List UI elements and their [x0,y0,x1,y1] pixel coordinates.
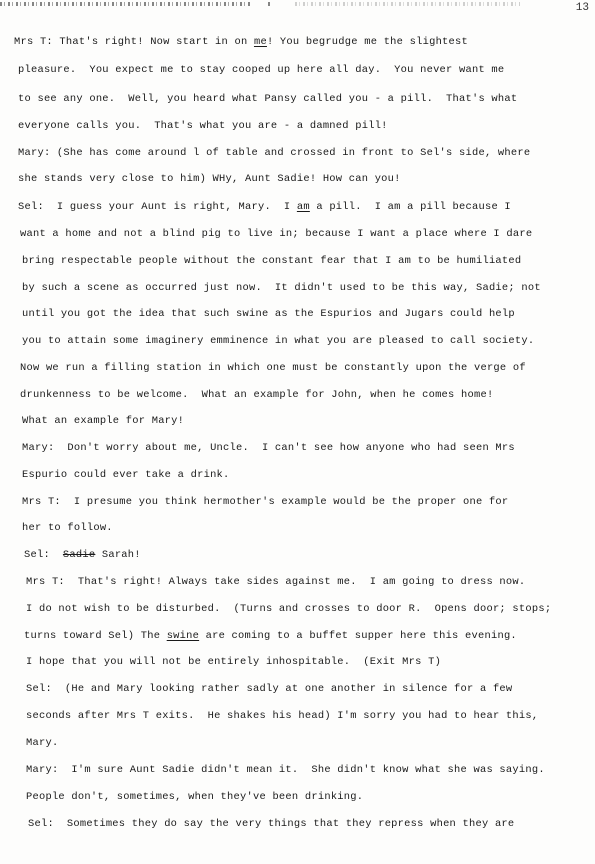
script-line [26,682,595,696]
underlined-text: am [296,201,310,213]
line-text: What an example for Mary! [22,415,185,427]
script-line [26,655,595,669]
line-text: to see any one. Well, you heard what Pansy called you - a pill. That's what [18,93,518,105]
line-text: want a home and not a blind pig to live in; because I want a place where I dare [20,228,533,240]
line-text: People don't, sometimes, when they've been drinking. [26,791,364,803]
line-text: Sel: Sometimes they do say the very things that they repress when they are [28,818,515,830]
scan-noise-speck [268,2,272,6]
line-text: her to follow. [22,522,113,534]
script-line [14,35,595,49]
scan-noise-strip-right [295,2,520,6]
script-line [22,521,595,535]
line-text: Mary: (She has come around l of table and crossed in front to Sel's side, where [18,147,531,159]
page-number: 13 [575,2,589,14]
line-text: until you got the idea that such swine as the Espurios and Jugars could help [22,308,515,320]
script-line [28,817,595,831]
scan-noise-strip-left [0,2,250,6]
line-text: seconds after Mrs T exits. He shakes his head) I'm sorry you had to hear this, [26,710,539,722]
script-line [24,548,595,562]
script-line [22,441,595,455]
script-line [20,361,595,375]
line-text: ! You begrudge me the slightest [266,36,469,48]
underlined-text: swine [166,630,200,642]
script-line [22,281,595,295]
line-text: Espurio could ever take a drink. [22,469,230,481]
script-line [20,388,595,402]
line-text: a pill. I am a pill because I [309,201,511,213]
underlined-text: me [253,36,267,48]
line-text: she stands very close to him) WHy, Aunt Sadie! How can you! [18,173,401,185]
script-line [22,307,595,321]
script-line [22,414,595,428]
script-line [18,172,595,186]
line-text: Mary. [26,737,59,749]
line-text: Sarah! [95,549,141,561]
struck-text: Sadie [62,549,96,561]
line-text: are coming to a buffet supper here this evening. [199,630,517,642]
line-text: drunkenness to be welcome. What an example for John, when he comes home! [20,389,494,401]
script-line [26,736,595,750]
line-text: Mrs T: I presume you think hermother's example would be the proper one for [22,496,509,508]
line-text: I hope that you will not be entirely inhospitable. (Exit Mrs T) [26,656,442,668]
script-line [18,63,595,77]
script-line [26,575,595,589]
line-text: you to attain some imaginery emminence in what you are pleased to call society. [22,335,535,347]
script-line [20,227,595,241]
line-text: Mary: Don't worry about me, Uncle. I can't see how anyone who had seen Mrs [22,442,515,454]
script-line [22,468,595,482]
script-line [26,790,595,804]
script-line [18,146,595,160]
line-text: Sel: I guess your Aunt is right, Mary. I [18,201,297,213]
line-text: Mrs T: That's right! Always take sides against me. I am going to dress now. [26,576,526,588]
line-text: Sel: [24,549,63,561]
line-text: bring respectable people without the constant fear that I am to be humiliated [22,255,522,267]
script-line [26,602,595,616]
scan-edge-noise [0,0,595,12]
line-text: Mary: I'm sure Aunt Sadie didn't mean it. She didn't know what she was saying. [26,764,545,776]
line-text: everyone calls you. That's what you are - a damned pill! [18,120,388,132]
script-line [26,763,595,777]
script-line [22,254,595,268]
line-text: I do not wish to be disturbed. (Turns and crosses to door R. Opens door; stops; [26,603,552,615]
script-line [18,92,595,106]
script-line [18,200,595,214]
script-line [22,334,595,348]
line-text: Mrs T: That's right! Now start in on [14,36,254,48]
line-text: pleasure. You expect me to stay cooped up here all day. You never want me [18,64,505,76]
line-text: turns toward Sel) The [24,630,167,642]
line-text: Sel: (He and Mary looking rather sadly at one another in silence for a few [26,683,513,695]
script-line [18,119,595,133]
script-line [22,495,595,509]
script-line [24,629,595,643]
line-text: by such a scene as occurred just now. It didn't used to be this way, Sadie; not [22,282,541,294]
script-line [26,709,595,723]
line-text: Now we run a filling station in which one must be constantly upon the verge of [20,362,526,374]
